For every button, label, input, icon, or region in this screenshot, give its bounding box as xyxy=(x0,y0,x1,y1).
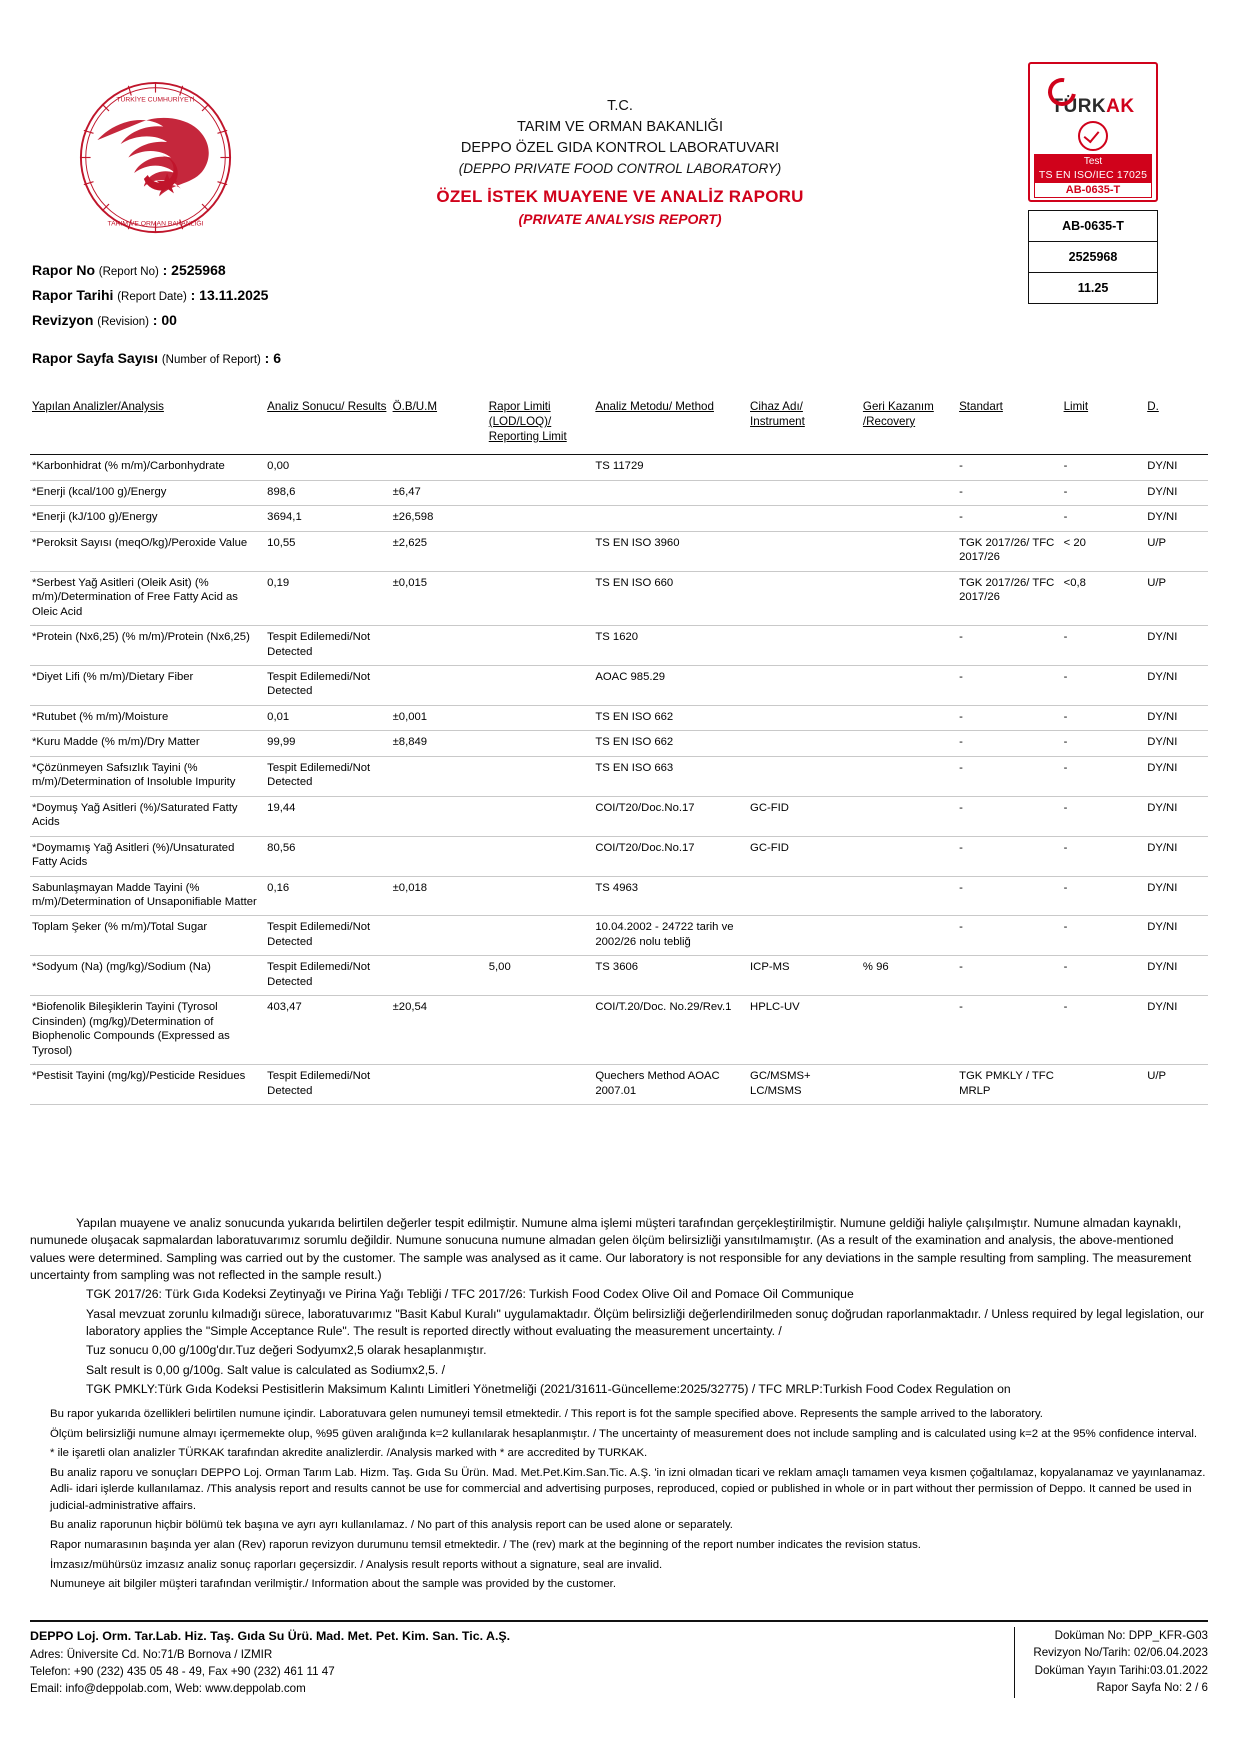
cell-recovery xyxy=(861,531,957,571)
cell-result: Tespit Edilemedi/Not Detected xyxy=(265,1065,390,1105)
cell-limit: - xyxy=(1062,480,1146,505)
cell-d: DY/NI xyxy=(1145,666,1208,706)
cell-standard: - xyxy=(957,756,1062,796)
footer-doc-block xyxy=(1014,1627,1208,1698)
report-no-label: Rapor No xyxy=(32,262,95,278)
cell-um: ±8,849 xyxy=(391,731,487,756)
cell-limit xyxy=(1062,1065,1146,1105)
note-small-1: Bu rapor yukarıda özellikleri belirtilen numune içindir. Laboratuvara gelen numuneyi temsil etmektedir. / This report is fot the sample specified above. Represents the sample arrived to the laboratory. xyxy=(50,1408,1043,1421)
cell-recovery xyxy=(861,571,957,625)
cell-reporting-limit xyxy=(487,666,594,706)
cell-reporting-limit xyxy=(487,996,594,1065)
cell-limit: - xyxy=(1062,956,1146,996)
cell-d: DY/NI xyxy=(1145,836,1208,876)
cell-d: DY/NI xyxy=(1145,916,1208,956)
cell-instrument xyxy=(748,916,861,956)
cell-recovery xyxy=(861,666,957,706)
table-row xyxy=(30,836,1208,876)
cell-method xyxy=(593,506,748,531)
footer-address: Adres: Üniversite Cd. No:71/B Bornova / IZMIR xyxy=(30,1647,273,1661)
cell-reporting-limit xyxy=(487,876,594,916)
cell-instrument: HPLC-UV xyxy=(748,996,861,1065)
cell-standard: - xyxy=(957,480,1062,505)
cell-limit: - xyxy=(1062,666,1146,706)
page-count-label: Rapor Sayfa Sayısı xyxy=(32,350,159,367)
cell-recovery xyxy=(861,480,957,505)
cell-um xyxy=(391,916,487,956)
cell-reporting-limit xyxy=(487,480,594,505)
cell-recovery xyxy=(861,796,957,836)
cell-instrument: ICP-MS xyxy=(748,956,861,996)
note-paragraph-5: Salt result is 0,00 g/100g. Salt value is calculated as Sodiumx2,5. / xyxy=(86,1362,446,1377)
cell-reporting-limit xyxy=(487,705,594,730)
cell-result: 19,44 xyxy=(265,796,390,836)
cell-reporting-limit xyxy=(487,531,594,571)
cell-instrument: GC-FID xyxy=(748,836,861,876)
cell-result: 0,00 xyxy=(265,455,390,480)
table-row xyxy=(30,571,1208,625)
turkak-accreditation-block xyxy=(1028,62,1158,304)
cell-recovery xyxy=(861,876,957,916)
cell-limit: - xyxy=(1062,455,1146,480)
cell-reporting-limit xyxy=(487,1065,594,1105)
cell-standard: - xyxy=(957,705,1062,730)
cell-standard: - xyxy=(957,666,1062,706)
col-um: Ö.B/U.M xyxy=(392,400,438,413)
org-line-3: DEPPO ÖZEL GIDA KONTROL LABORATUVARI xyxy=(460,140,780,157)
cell-method: TS EN ISO 663 xyxy=(593,756,748,796)
cell-instrument xyxy=(748,455,861,480)
table-row xyxy=(30,956,1208,996)
turkak-table-row-3: 11.25 xyxy=(1029,273,1157,304)
cell-d: U/P xyxy=(1145,571,1208,625)
cell-recovery xyxy=(861,756,957,796)
cell-d: DY/NI xyxy=(1145,731,1208,756)
cell-instrument xyxy=(748,876,861,916)
cell-recovery: % 96 xyxy=(861,956,957,996)
revision-label-en: (Revision) xyxy=(97,315,149,328)
report-footer xyxy=(30,1620,1208,1698)
cell-d: DY/NI xyxy=(1145,455,1208,480)
col-reporting-limit: Rapor Limiti (LOD/LOQ)/ Reporting Limit xyxy=(488,400,567,443)
table-row xyxy=(30,531,1208,571)
cell-method: TS EN ISO 662 xyxy=(593,705,748,730)
cell-result: Tespit Edilemedi/Not Detected xyxy=(265,666,390,706)
col-recovery: Geri Kazanım /Recovery xyxy=(862,400,934,428)
cell-reporting-limit xyxy=(487,626,594,666)
cell-standard: TGK 2017/26/ TFC 2017/26 xyxy=(957,531,1062,571)
turkak-logo xyxy=(1028,62,1158,202)
cell-reporting-limit xyxy=(487,571,594,625)
analysis-table-wrapper xyxy=(30,400,1208,1105)
cell-analysis: *Enerji (kJ/100 g)/Energy xyxy=(30,506,265,531)
page-count-row xyxy=(32,346,281,371)
cell-analysis: *Protein (Nx6,25) (% m/m)/Protein (Nx6,25) xyxy=(30,626,265,666)
cell-recovery xyxy=(861,916,957,956)
footer-email: Email: info@deppolab.com, Web: www.deppolab.com xyxy=(30,1682,306,1696)
cell-standard: - xyxy=(957,916,1062,956)
report-meta xyxy=(32,258,281,371)
svg-text:TÜRKİYE CUMHURİYETİ: TÜRKİYE CUMHURİYETİ xyxy=(116,96,195,104)
cell-result: 0,19 xyxy=(265,571,390,625)
turkak-info-table xyxy=(1028,210,1158,304)
cell-analysis: *Diyet Lifi (% m/m)/Dietary Fiber xyxy=(30,666,265,706)
cell-um: ±20,54 xyxy=(391,996,487,1065)
cell-analysis: *Sodyum (Na) (mg/kg)/Sodium (Na) xyxy=(30,956,265,996)
cell-um: ±0,015 xyxy=(391,571,487,625)
cell-standard: - xyxy=(957,506,1062,531)
table-row xyxy=(30,876,1208,916)
cell-analysis: *Biofenolik Bileşiklerin Tayini (Tyrosol Cinsinden) (mg/kg)/Determination of Biophenolic Compounds (Expressed as Tyrosol) xyxy=(30,996,265,1065)
cell-um xyxy=(391,626,487,666)
col-instrument: Cihaz Adı/ Instrument xyxy=(750,400,805,428)
page-count-label-en: (Number of Report) xyxy=(161,354,261,367)
table-row xyxy=(30,666,1208,706)
cell-limit: - xyxy=(1062,876,1146,916)
cell-recovery xyxy=(861,626,957,666)
revision-label: Revizyon xyxy=(32,311,94,328)
cell-instrument xyxy=(748,480,861,505)
turkak-wordmark: TÜRKAK xyxy=(1051,96,1135,117)
cell-analysis: *Doymamış Yağ Asitleri (%)/Unsaturated Fatty Acids xyxy=(30,836,265,876)
cell-result: 99,99 xyxy=(265,731,390,756)
cell-d: DY/NI xyxy=(1145,796,1208,836)
cell-result: 0,16 xyxy=(265,876,390,916)
cell-standard: TGK PMKLY / TFC MRLP xyxy=(957,1065,1062,1105)
org-line-en: (DEPPO PRIVATE FOOD CONTROL LABORATORY) xyxy=(458,161,782,177)
note-small-4: Bu analiz raporu ve sonuçları DEPPO Loj. Orman Tarım Lab. Hizm. Taş. Gıda Su Ürün. Mad. Met.Pet.Kim.San.Tic. A.Ş. 'in izni olmadan ticari ve reklam amaçlı tamamen veya kısmen çoğaltılamaz, kopyalanamaz ve yayınlanamaz. Adli- idari işlerde kullanılamaz. /This analysis report and results cannot be use for commercial and advertising purposes, reproduced, copied or published in whole or in part without ther permission of Deppo. It canned be used in judicial-administrative affairs. xyxy=(50,1466,1206,1512)
turkak-standard: TS EN ISO/IEC 17025 xyxy=(1034,168,1152,182)
cell-method: TS 3606 xyxy=(593,956,748,996)
cell-standard: - xyxy=(957,836,1062,876)
cell-instrument xyxy=(748,705,861,730)
cell-result: 898,6 xyxy=(265,480,390,505)
footer-doc-no: Doküman No: DPP_KFR-G03 xyxy=(1054,1629,1208,1642)
cell-method: TS 1620 xyxy=(593,626,748,666)
cell-d: DY/NI xyxy=(1145,876,1208,916)
turkak-accreditation-no: AB-0635-T xyxy=(1034,182,1152,198)
org-line-1: T.C. xyxy=(607,98,633,114)
note-paragraph-1: Yapılan muayene ve analiz sonucunda yukarıda belirtilen değerler tespit edilmiştir. Numune alma işlemi müşteri tarafından gerçekleştirilmiştir. Numune geldiği haliyle çalışılmıştır. Numune almadan kaynaklı, numunede oluşacak sapmalardan laboratuvarımız sorumlu değildir. Numune sonucuna numune almadan gelen ölçüm belirsizliği yansıtılmamıştır. (As a result of the examination and analysis, the above-mentioned values were determined. Sampling was carried out by the customer. The sample was analysed as it came. Our laboratory is not responsible for any deviations in the sample resulting from sampling. The measurement uncertainty from sampling was not reflected in the sample result.) xyxy=(30,1216,1192,1282)
cell-result: 3694,1 xyxy=(265,506,390,531)
cell-standard: - xyxy=(957,956,1062,996)
cell-um xyxy=(391,956,487,996)
cell-result: 0,01 xyxy=(265,705,390,730)
cell-um xyxy=(391,455,487,480)
cell-standard: - xyxy=(957,996,1062,1065)
cell-analysis: *Rutubet (% m/m)/Moisture xyxy=(30,705,265,730)
cell-limit: - xyxy=(1062,836,1146,876)
page-title: ÖZEL İSTEK MUAYENE VE ANALİZ RAPORU xyxy=(436,186,804,206)
tc-emblem-icon xyxy=(78,80,233,235)
cell-analysis: *Karbonhidrat (% m/m)/Carbonhydrate xyxy=(30,455,265,480)
report-date-value: : 13.11.2025 xyxy=(190,286,269,303)
table-row xyxy=(30,756,1208,796)
cell-d: DY/NI xyxy=(1145,996,1208,1065)
footer-page-no: Rapor Sayfa No: 2 / 6 xyxy=(1096,1681,1208,1695)
cell-d: DY/NI xyxy=(1145,506,1208,531)
footer-company: DEPPO Loj. Orm. Tar.Lab. Hiz. Taş. Gıda Su Ürü. Mad. Met. Pet. Kim. San. Tic. A.Ş. xyxy=(30,1629,511,1643)
cell-method: 10.04.2002 - 24722 tarih ve 2002/26 nolu tebliğ xyxy=(593,916,748,956)
table-row xyxy=(30,705,1208,730)
cell-method: TS 11729 xyxy=(593,455,748,480)
cell-limit: - xyxy=(1062,626,1146,666)
cell-result: Tespit Edilemedi/Not Detected xyxy=(265,756,390,796)
cell-analysis: Sabunlaşmayan Madde Tayini (% m/m)/Determination of Unsaponifiable Matter xyxy=(30,876,265,916)
cell-analysis: *Doymuş Yağ Asitleri (%)/Saturated Fatty Acids xyxy=(30,796,265,836)
cell-d: U/P xyxy=(1145,1065,1208,1105)
cell-um: ±0,018 xyxy=(391,876,487,916)
cell-limit: - xyxy=(1062,705,1146,730)
cell-result: 403,47 xyxy=(265,996,390,1065)
note-small-8: Numuneye ait bilgiler müşteri tarafından verilmiştir./ Information about the sample was provided by the customer. xyxy=(50,1578,616,1591)
cell-limit: - xyxy=(1062,916,1146,956)
table-row xyxy=(30,916,1208,956)
cell-d: DY/NI xyxy=(1145,705,1208,730)
cell-method: Quechers Method AOAC 2007.01 xyxy=(593,1065,748,1105)
cell-limit: - xyxy=(1062,796,1146,836)
note-small-7: İmzasız/mühürsüz imzasız analiz sonuç raporları geçersizdir. / Analysis result reports without a signature, seal are invalid. xyxy=(50,1558,663,1571)
analysis-table xyxy=(30,400,1208,1105)
check-icon xyxy=(1078,121,1108,151)
cell-d: DY/NI xyxy=(1145,480,1208,505)
cell-recovery xyxy=(861,731,957,756)
cell-limit: <0,8 xyxy=(1062,571,1146,625)
table-row xyxy=(30,626,1208,666)
cell-d: U/P xyxy=(1145,531,1208,571)
page-count-value: : 6 xyxy=(264,350,281,367)
cell-um xyxy=(391,756,487,796)
cell-result: Tespit Edilemedi/Not Detected xyxy=(265,956,390,996)
table-header-row xyxy=(30,400,1208,455)
footer-pub-date: Doküman Yayın Tarihi:03.01.2022 xyxy=(1034,1663,1208,1677)
cell-instrument: GC-FID xyxy=(748,796,861,836)
cell-instrument xyxy=(748,571,861,625)
revision-row xyxy=(32,308,281,333)
cell-um: ±2,625 xyxy=(391,531,487,571)
cell-reporting-limit xyxy=(487,731,594,756)
cell-reporting-limit xyxy=(487,455,594,480)
cell-method: TS EN ISO 662 xyxy=(593,731,748,756)
table-row xyxy=(30,731,1208,756)
report-no-row xyxy=(32,258,281,283)
cell-standard: - xyxy=(957,796,1062,836)
cell-result: Tespit Edilemedi/Not Detected xyxy=(265,626,390,666)
cell-method: TS 4963 xyxy=(593,876,748,916)
cell-reporting-limit xyxy=(487,756,594,796)
cell-standard: - xyxy=(957,731,1062,756)
cell-um xyxy=(391,666,487,706)
note-paragraph-3: Yasal mevzuat zorunlu kılmadığı sürece, laboratuvarımız "Basit Kabul Kuralı" uygulamaktadır. Ölçüm belirsizliği değerlendirilmeden sonuç doğrudan raporlanmaktadır. / Unless required by legal legislation, our laboratory applies the "Simple Acceptance Rule". The result is reported directly without evaluating the measurement uncertainty. / xyxy=(86,1306,1205,1338)
cell-d: DY/NI xyxy=(1145,956,1208,996)
cell-result: 10,55 xyxy=(265,531,390,571)
page-title-en: (PRIVATE ANALYSIS REPORT) xyxy=(518,211,722,228)
cell-method: TS EN ISO 3960 xyxy=(593,531,748,571)
cell-standard: - xyxy=(957,626,1062,666)
cell-instrument: GC/MSMS+ LC/MSMS xyxy=(748,1065,861,1105)
cell-recovery xyxy=(861,506,957,531)
org-line-2: TARIM VE ORMAN BAKANLIĞI xyxy=(517,119,723,136)
cell-recovery xyxy=(861,996,957,1065)
cell-result: Tespit Edilemedi/Not Detected xyxy=(265,916,390,956)
table-row xyxy=(30,996,1208,1065)
cell-reporting-limit xyxy=(487,796,594,836)
cell-instrument xyxy=(748,756,861,796)
note-paragraph-2: TGK 2017/26: Türk Gıda Kodeksi Zeytinyağı ve Pirina Yağı Tebliği / TFC 2017/26: Turkish Food Codex Olive Oil and Pomace Oil Communique xyxy=(86,1287,854,1302)
cell-method: COI/T20/Doc.No.17 xyxy=(593,796,748,836)
table-row xyxy=(30,1065,1208,1105)
cell-method: TS EN ISO 660 xyxy=(593,571,748,625)
cell-standard: TGK 2017/26/ TFC 2017/26 xyxy=(957,571,1062,625)
cell-analysis: Toplam Şeker (% m/m)/Total Sugar xyxy=(30,916,265,956)
report-date-label: Rapor Tarihi xyxy=(32,286,114,303)
col-standard: Standart xyxy=(959,400,1003,413)
table-row xyxy=(30,506,1208,531)
cell-standard: - xyxy=(957,455,1062,480)
cell-reporting-limit: 5,00 xyxy=(487,956,594,996)
note-small-6: Rapor numarasının başında yer alan (Rev) raporun revizyon durumunu temsil etmektedir. / The (rev) mark at the beginning of the report number indicates the revision status. xyxy=(50,1539,921,1551)
report-notes xyxy=(30,1215,1208,1596)
table-row xyxy=(30,480,1208,505)
note-small-list xyxy=(50,1406,1208,1592)
cell-method: AOAC 985.29 xyxy=(593,666,748,706)
header-titles xyxy=(300,96,940,230)
turkak-table-row-2: 2525968 xyxy=(1029,242,1157,273)
cell-analysis: *Kuru Madde (% m/m)/Dry Matter xyxy=(30,731,265,756)
cell-analysis: *Pestisit Tayini (mg/kg)/Pesticide Residues xyxy=(30,1065,265,1105)
cell-result: 80,56 xyxy=(265,836,390,876)
cell-recovery xyxy=(861,705,957,730)
cell-analysis: *Serbest Yağ Asitleri (Oleik Asit) (% m/m)/Determination of Free Fatty Acid as Oleic Acid xyxy=(30,571,265,625)
cell-um xyxy=(391,1065,487,1105)
report-no-label-en: (Report No) xyxy=(98,266,159,278)
table-row xyxy=(30,455,1208,480)
col-method: Analiz Metodu/ Method xyxy=(595,400,714,413)
cell-limit: - xyxy=(1062,506,1146,531)
cell-analysis: *Çözünmeyen Safsızlık Tayini (% m/m)/Determination of Insoluble Impurity xyxy=(30,756,265,796)
cell-reporting-limit xyxy=(487,916,594,956)
cell-limit: - xyxy=(1062,756,1146,796)
col-result: Analiz Sonucu/ Results xyxy=(267,400,387,413)
cell-d: DY/NI xyxy=(1145,626,1208,666)
cell-limit: < 20 xyxy=(1062,531,1146,571)
footer-phone: Telefon: +90 (232) 435 05 48 - 49, Fax +90 (232) 461 11 47 xyxy=(30,1665,335,1678)
cell-um: ±0,001 xyxy=(391,705,487,730)
cell-um: ±6,47 xyxy=(391,480,487,505)
report-date-row xyxy=(32,283,281,308)
cell-d: DY/NI xyxy=(1145,756,1208,796)
note-paragraph-6: TGK PMKLY:Türk Gıda Kodeksi Pestisitlerin Maksimum Kalıntı Limitleri Yönetmeliği (2021/31611-Güncelleme:2025/32775) / TFC MRLP:Turkish Food Codex Regulation on xyxy=(86,1381,1011,1396)
col-analysis: Yapılan Analizler/Analysis xyxy=(32,400,164,413)
cell-analysis: *Peroksit Sayısı (meqO/kg)/Peroxide Value xyxy=(30,531,265,571)
cell-reporting-limit xyxy=(487,506,594,531)
turkak-test-label: Test xyxy=(1034,154,1152,168)
cell-instrument xyxy=(748,506,861,531)
cell-instrument xyxy=(748,731,861,756)
cell-recovery xyxy=(861,455,957,480)
turkak-table-row-1: AB-0635-T xyxy=(1029,211,1157,242)
cell-method: COI/T20/Doc.No.17 xyxy=(593,836,748,876)
svg-text:TARIM VE ORMAN BAKANLIĞI: TARIM VE ORMAN BAKANLIĞI xyxy=(107,220,204,228)
footer-rev-no: Revizyon No/Tarih: 02/06.04.2023 xyxy=(1033,1646,1208,1660)
cell-instrument xyxy=(748,626,861,666)
cell-analysis: *Enerji (kcal/100 g)/Energy xyxy=(30,480,265,505)
cell-instrument xyxy=(748,531,861,571)
cell-method: COI/T.20/Doc. No.29/Rev.1 xyxy=(593,996,748,1065)
footer-company-block xyxy=(30,1627,510,1698)
col-d: D. xyxy=(1147,400,1159,413)
cell-um: ±26,598 xyxy=(391,506,487,531)
cell-limit: - xyxy=(1062,996,1146,1065)
cell-um xyxy=(391,796,487,836)
revision-value: : 00 xyxy=(152,311,177,328)
note-small-2: Ölçüm belirsizliği numune almayı içermemekte olup, %95 güven aralığında k=2 kullanılarak hesaplanmıştır. / The uncertainty of measurement does not include sampling and is calculated using k=2 at the 95% confidence interval. xyxy=(50,1427,1198,1440)
cell-method xyxy=(593,480,748,505)
cell-recovery xyxy=(861,1065,957,1105)
report-no-value: : 2525968 xyxy=(162,262,226,278)
note-small-5: Bu analiz raporunun hiçbir bölümü tek başına ve ayrı ayrı kullanılamaz. / No part of this analysis report can be used alone or separately. xyxy=(50,1519,733,1532)
report-date-label-en: (Report Date) xyxy=(117,290,187,303)
table-row xyxy=(30,796,1208,836)
cell-standard: - xyxy=(957,876,1062,916)
note-paragraph-4: Tuz sonucu 0,00 g/100g'dır.Tuz değeri Sodyumx2,5 olarak hesaplanmıştır. xyxy=(86,1343,487,1358)
cell-recovery xyxy=(861,836,957,876)
cell-instrument xyxy=(748,666,861,706)
cell-um xyxy=(391,836,487,876)
cell-limit: - xyxy=(1062,731,1146,756)
cell-reporting-limit xyxy=(487,836,594,876)
col-limit: Limit xyxy=(1063,400,1089,413)
note-small-3: * ile işaretli olan analizler TÜRKAK tarafından akredite analizlerdir. /Analysis marked with * are accredited by TURKAK. xyxy=(50,1447,648,1460)
